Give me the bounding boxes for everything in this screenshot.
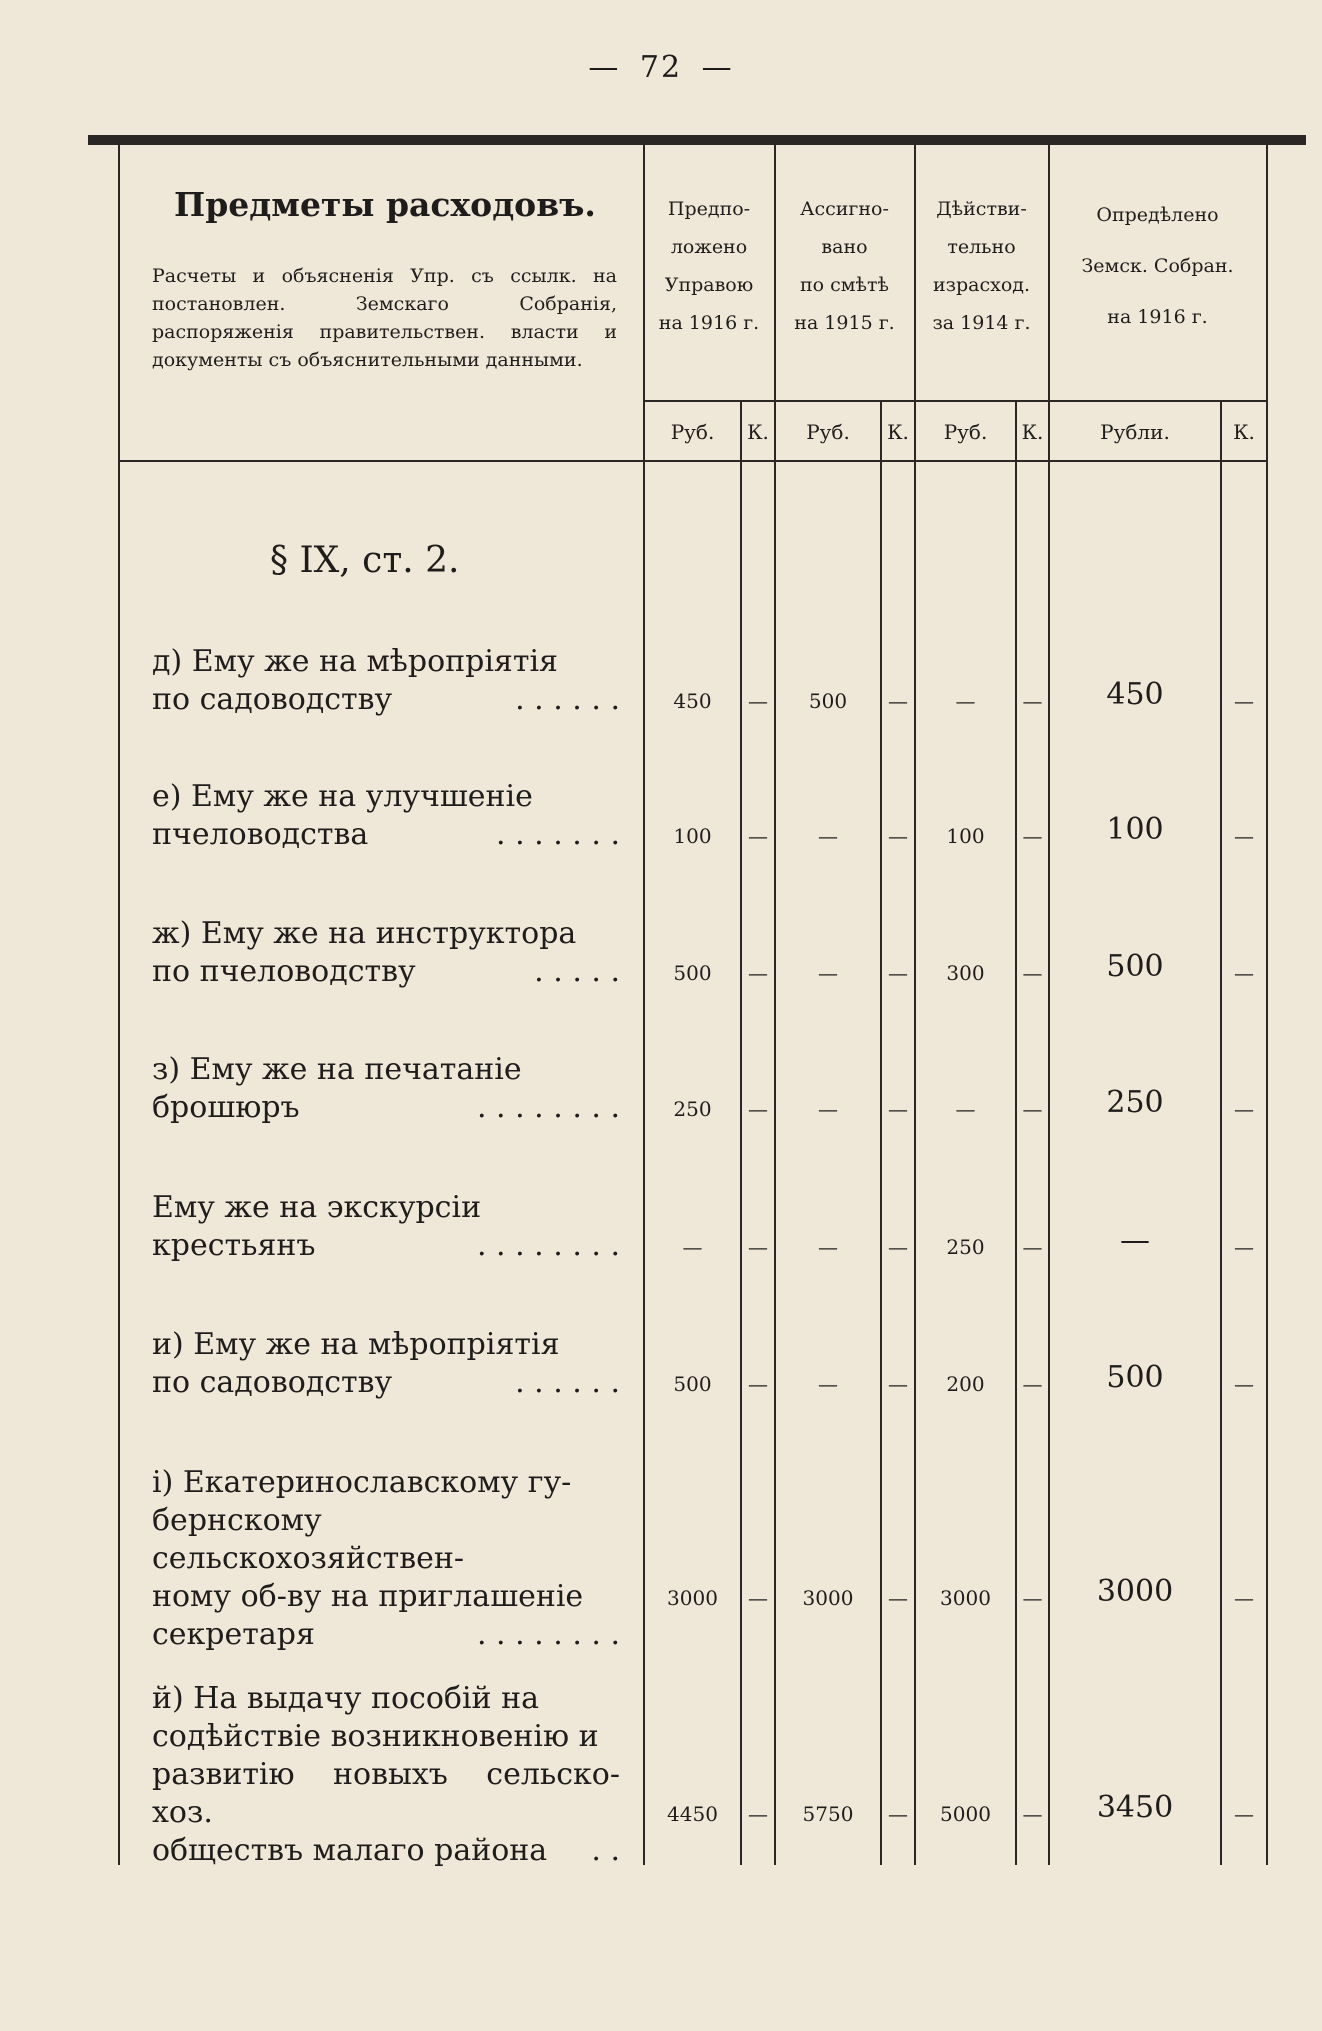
column-divider (740, 400, 742, 1865)
column-header-determined: Опредѣлено Земск. Собран. на 1916 г. (1081, 204, 1234, 328)
column-divider (1015, 400, 1017, 1865)
cell-determined-k: — (1234, 961, 1254, 985)
cell-determined: 100 (1106, 812, 1164, 847)
unit-kop: К. (747, 420, 769, 444)
cell-actual-k: — (1022, 1097, 1043, 1121)
unit-rub: Руб. (670, 420, 715, 444)
column-header-proposed: Предпо- ложено Управою на 1916 г. (658, 198, 760, 334)
column-divider (880, 400, 882, 1865)
column-header-items: Предметы расходовъ. (174, 185, 596, 224)
cell-actual-k: — (1022, 1802, 1043, 1826)
cell-proposed: — (682, 1235, 703, 1259)
cell-determined-k: — (1234, 1586, 1254, 1610)
cell-assigned: — (818, 1097, 838, 1121)
cell-proposed: 500 (673, 961, 712, 985)
header-divider (643, 400, 1268, 402)
leader-dots: . . . . . . . . (476, 1228, 620, 1263)
cell-actual-k: — (1022, 1235, 1043, 1259)
cell-proposed-k: — (748, 824, 768, 848)
cell-actual-k: — (1022, 961, 1043, 985)
item-description (152, 1326, 620, 1402)
leader-dots: . . . . . . . . (476, 1617, 620, 1652)
cell-actual-k: — (1022, 689, 1043, 713)
unit-rub: Руб. (806, 420, 850, 444)
cell-determined: 450 (1106, 677, 1164, 712)
cell-proposed: 3000 (667, 1586, 718, 1610)
cell-actual: 200 (946, 1372, 985, 1396)
cell-actual: 100 (946, 824, 985, 848)
cell-proposed-k: — (748, 1235, 768, 1259)
cell-proposed: 4450 (667, 1802, 718, 1826)
unit-rubli: Рубли. (1100, 420, 1170, 444)
cell-assigned-k: — (888, 1235, 908, 1259)
item-line: развитію новыхъ сельско-хоз. (152, 1757, 620, 1830)
item-last-text: обществъ малаго района (152, 1833, 548, 1868)
cell-actual-k: — (1022, 1586, 1043, 1610)
cell-assigned: 500 (808, 689, 848, 713)
column-header-description: Расчеты и объясненія Упр. съ ссылк. на постановлен. Земскаго Собранія, распоряженія правительствен. власти и документы съ объяснительными данными. (152, 265, 617, 371)
item-last-text: брошюръ (152, 1090, 300, 1125)
item-line: ному об-ву на приглашеніе (152, 1579, 584, 1614)
cell-assigned-k: — (888, 1097, 908, 1121)
unit-kop: К. (887, 420, 909, 444)
cell-assigned: 3000 (802, 1586, 854, 1610)
cell-assigned-k: — (888, 1802, 908, 1826)
item-description (152, 643, 620, 719)
cell-proposed: 100 (673, 824, 712, 848)
item-last-text: секретаря (152, 1617, 315, 1652)
item-last-text: крестьянъ (152, 1228, 316, 1263)
cell-determined-k: — (1234, 1235, 1254, 1259)
cell-proposed: 500 (673, 1372, 712, 1396)
page-number: — 72 — (588, 50, 734, 85)
leader-dots: . . . . . (534, 954, 620, 989)
item-line: бернскому сельскохозяйствен- (152, 1503, 464, 1576)
item-last-line (152, 1832, 620, 1870)
item-description (152, 915, 620, 991)
item-description (152, 778, 620, 854)
item-last-line (152, 681, 620, 719)
cell-proposed-k: — (748, 1586, 768, 1610)
cell-actual: — (955, 1097, 976, 1121)
leader-dots: . . . . . . (515, 1365, 620, 1400)
cell-actual: 250 (946, 1235, 985, 1259)
header-bottom-rule (118, 460, 1268, 462)
unit-kop: К. (1233, 420, 1255, 444)
cell-actual-k: — (1022, 824, 1043, 848)
leader-dots: . . . . . . . . (476, 1090, 620, 1125)
cell-proposed-k: — (748, 1802, 768, 1826)
cell-actual: 300 (946, 961, 985, 985)
item-last-text: по садоводству (152, 682, 393, 717)
cell-assigned-k: — (888, 1586, 908, 1610)
cell-determined: 3450 (1096, 1790, 1174, 1825)
item-last-line (152, 1616, 620, 1654)
item-line: и) Ему же на мѣропріятія (152, 1327, 560, 1362)
item-line: й) На выдачу пособій на (152, 1681, 539, 1716)
cell-assigned-k: — (888, 824, 908, 848)
item-description (152, 1680, 620, 1870)
leader-dots: . . . . . . (515, 682, 620, 717)
cell-assigned: — (818, 824, 838, 848)
item-line: Ему же на экскурсіи (152, 1190, 482, 1225)
item-last-line (152, 1364, 620, 1402)
table-border-left (118, 145, 120, 1865)
cell-proposed-k: — (748, 1097, 768, 1121)
item-last-text: по садоводству (152, 1365, 393, 1400)
column-header-actual: Дѣйстви- тельно израсход. за 1914 г. (932, 198, 1031, 334)
item-line: д) Ему же на мѣропріятія (152, 644, 558, 679)
table-border-right (1266, 145, 1268, 1865)
cell-assigned-k: — (888, 1372, 908, 1396)
cell-assigned: 5750 (802, 1802, 854, 1826)
cell-proposed-k: — (748, 1372, 768, 1396)
cell-assigned: — (818, 961, 838, 985)
cell-determined: 250 (1106, 1085, 1164, 1120)
cell-actual-k: — (1022, 1372, 1043, 1396)
item-last-line (152, 1089, 620, 1127)
cell-proposed-k: — (748, 689, 768, 713)
column-header-assigned: Ассигно- вано по смѣтѣ на 1915 г. (794, 198, 895, 334)
cell-determined-k: — (1234, 1097, 1254, 1121)
cell-assigned: — (818, 1372, 838, 1396)
leader-dots: . . (591, 1833, 620, 1868)
item-last-text: пчеловодства (152, 817, 369, 852)
item-description (152, 1051, 620, 1127)
cell-proposed-k: — (748, 961, 768, 985)
cell-determined-k: — (1234, 1372, 1254, 1396)
leader-dots: . . . . . . . (496, 817, 620, 852)
cell-determined: — (1120, 1223, 1150, 1258)
unit-rub: Руб. (943, 420, 988, 444)
item-last-line (152, 816, 620, 854)
cell-determined: 500 (1106, 1360, 1164, 1395)
section-title: § IX, ст. 2. (270, 540, 460, 581)
cell-actual: 3000 (940, 1586, 991, 1610)
cell-assigned-k: — (888, 689, 908, 713)
cell-determined: 3000 (1096, 1574, 1174, 1609)
cell-proposed: 450 (673, 689, 712, 713)
cell-determined: 500 (1106, 949, 1164, 984)
item-last-line (152, 1227, 620, 1265)
cell-determined-k: — (1234, 689, 1254, 713)
cell-actual: 5000 (940, 1802, 991, 1826)
cell-assigned-k: — (888, 961, 908, 985)
column-divider (1220, 400, 1222, 1865)
item-line: е) Ему же на улучшеніе (152, 779, 533, 814)
item-description (152, 1189, 620, 1265)
item-line: і) Екатеринославскому гу- (152, 1465, 572, 1500)
cell-determined-k: — (1234, 824, 1254, 848)
item-last-line (152, 953, 620, 991)
cell-actual: — (955, 689, 976, 713)
item-last-text: по пчеловодству (152, 954, 416, 989)
cell-assigned: — (818, 1235, 838, 1259)
item-description (152, 1464, 620, 1654)
cell-proposed: 250 (673, 1097, 712, 1121)
table-top-rule (88, 135, 1306, 145)
unit-kop: К. (1021, 420, 1044, 444)
item-line: содѣйствіе возникновенію и (152, 1719, 599, 1754)
cell-determined-k: — (1234, 1802, 1254, 1826)
item-line: з) Ему же на печатаніе (152, 1052, 522, 1087)
item-line: ж) Ему же на инструктора (152, 916, 577, 951)
